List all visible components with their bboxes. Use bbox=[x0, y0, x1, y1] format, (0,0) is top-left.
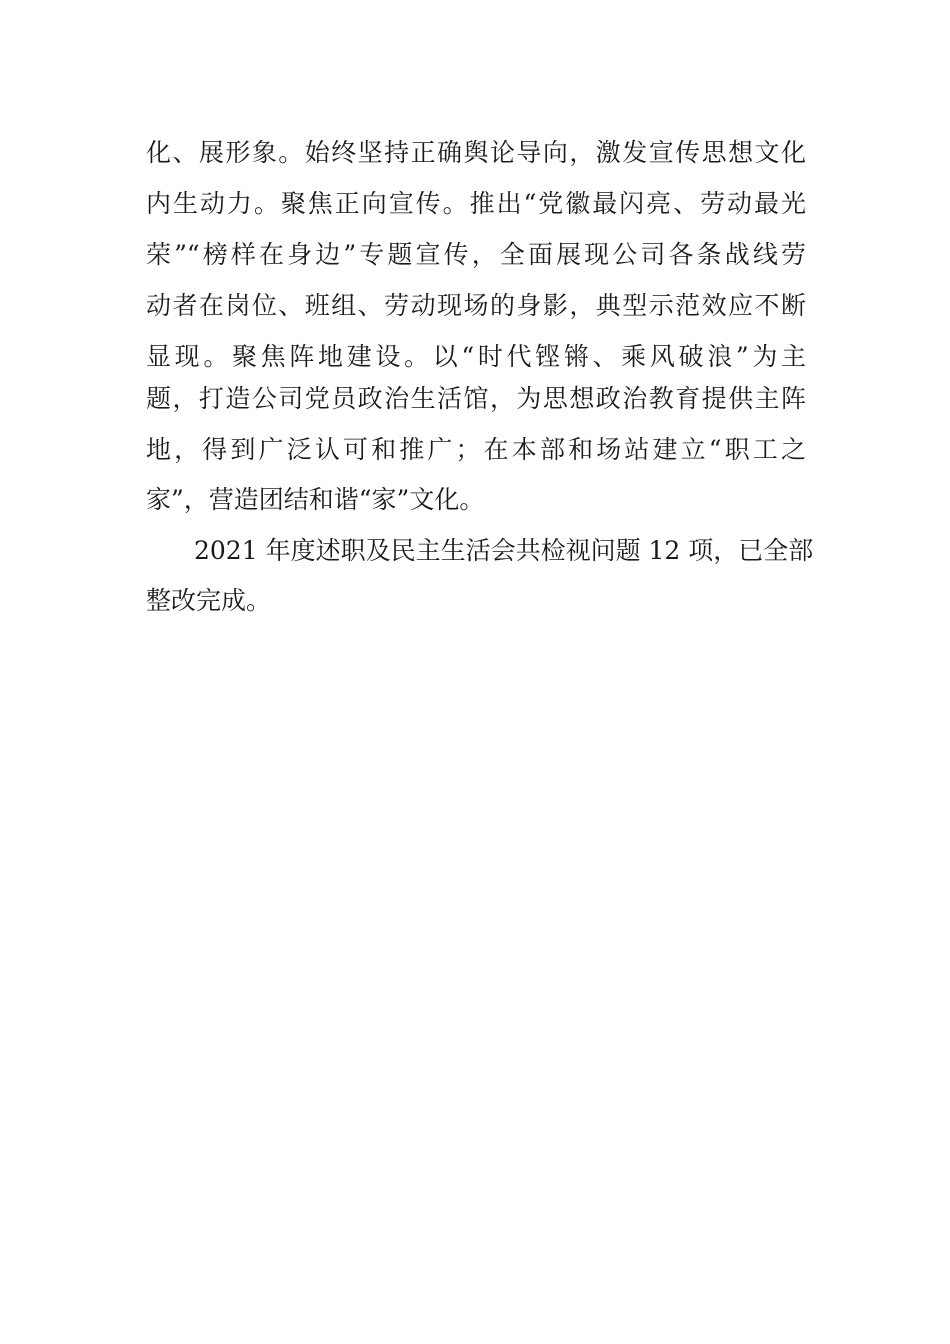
paragraph-line: 化、展形象。始终坚持正确舆论导向，激发宣传思想文化 bbox=[146, 138, 806, 167]
paragraph-line: 荣”“榜样在身边”专题宣传，全面展现公司各条战线劳 bbox=[146, 240, 806, 269]
paragraph-line: 2021 年度述职及民主生活会共检视问题 12 项，已全部 bbox=[194, 536, 814, 565]
paragraph-line: 地，得到广泛认可和推广；在本部和场站建立“职工之 bbox=[146, 435, 806, 464]
paragraph-line: 整改完成。 bbox=[146, 586, 272, 615]
paragraph-line: 内生动力。聚焦正向宣传。推出“党徽最闪亮、劳动最光 bbox=[146, 189, 806, 218]
paragraph-line: 题，打造公司党员政治生活馆，为思想政治教育提供主阵 bbox=[146, 384, 806, 413]
paragraph-line: 动者在岗位、班组、劳动现场的身影，典型示范效应不断 bbox=[146, 291, 806, 320]
paragraph-line: 家”，营造团结和谐“家”文化。 bbox=[146, 485, 485, 514]
paragraph-line: 显现。聚焦阵地建设。以“时代铿锵、乘风破浪”为主 bbox=[146, 342, 806, 371]
